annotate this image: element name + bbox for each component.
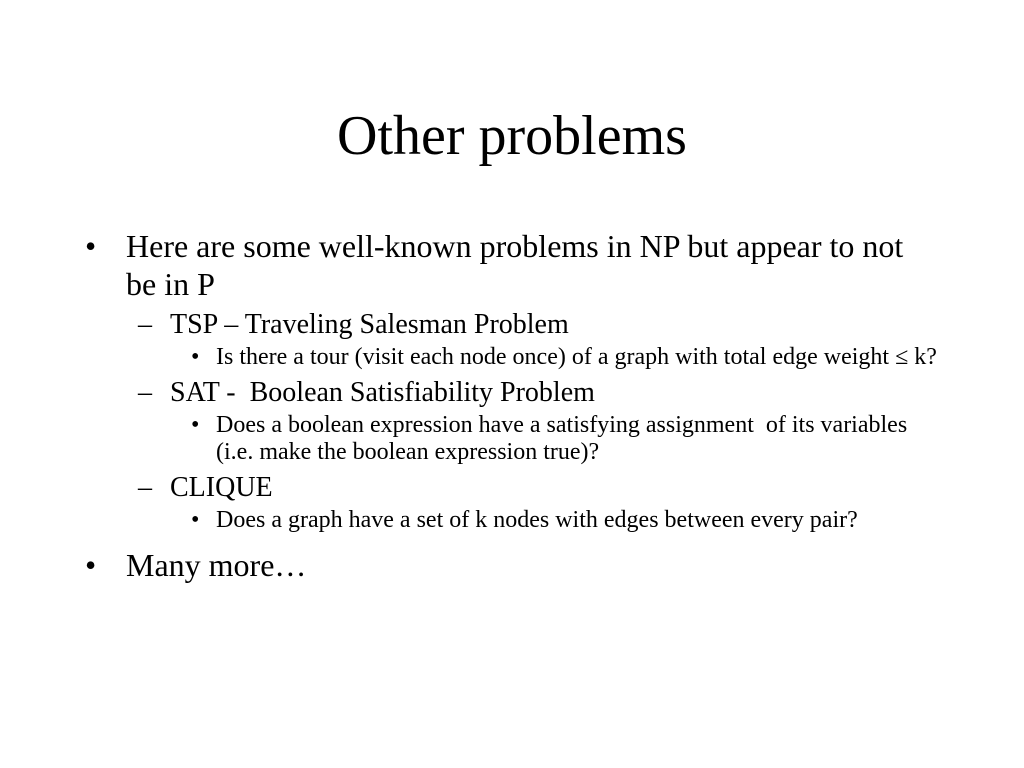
dash-icon: –: [138, 309, 152, 340]
sub-item-text: SAT - Boolean Satisfiability Problem: [170, 377, 595, 408]
sub-item-text: TSP – Traveling Salesman Problem: [170, 309, 569, 340]
detail-text: Is there a tour (visit each node once) of a graph with total edge weight ≤ k?: [216, 344, 937, 370]
bullet-np-problems: [0, 227, 1024, 303]
bullet-icon: •: [191, 507, 200, 533]
slide-body: [0, 223, 1024, 584]
sub-item-text: CLIQUE: [170, 472, 273, 503]
bullet-icon: •: [85, 547, 97, 583]
detail-text: Does a boolean expression have a satisfying assignment of its variables (i.e. make the boolean expression true)?: [216, 412, 914, 465]
dash-icon: –: [138, 472, 152, 503]
bullet-icon: •: [191, 412, 200, 438]
sub-item-clique: [0, 472, 1024, 504]
detail-clique: [0, 507, 1024, 534]
bullet-icon: •: [191, 344, 200, 370]
bullet-icon: •: [85, 228, 97, 264]
slide-title: Other problems: [337, 105, 687, 167]
detail-tsp: [0, 344, 1024, 371]
bullet-text: Here are some well-known problems in NP but appear to not be in P: [126, 228, 904, 302]
detail-text: Does a graph have a set of k nodes with edges between every pair?: [216, 507, 858, 533]
bullet-many-more: [0, 546, 1024, 584]
dash-icon: –: [138, 377, 152, 408]
detail-sat: [0, 412, 1024, 466]
sub-item-tsp: [0, 309, 1024, 341]
sub-item-sat: [0, 377, 1024, 409]
bullet-text: Many more…: [126, 547, 307, 583]
